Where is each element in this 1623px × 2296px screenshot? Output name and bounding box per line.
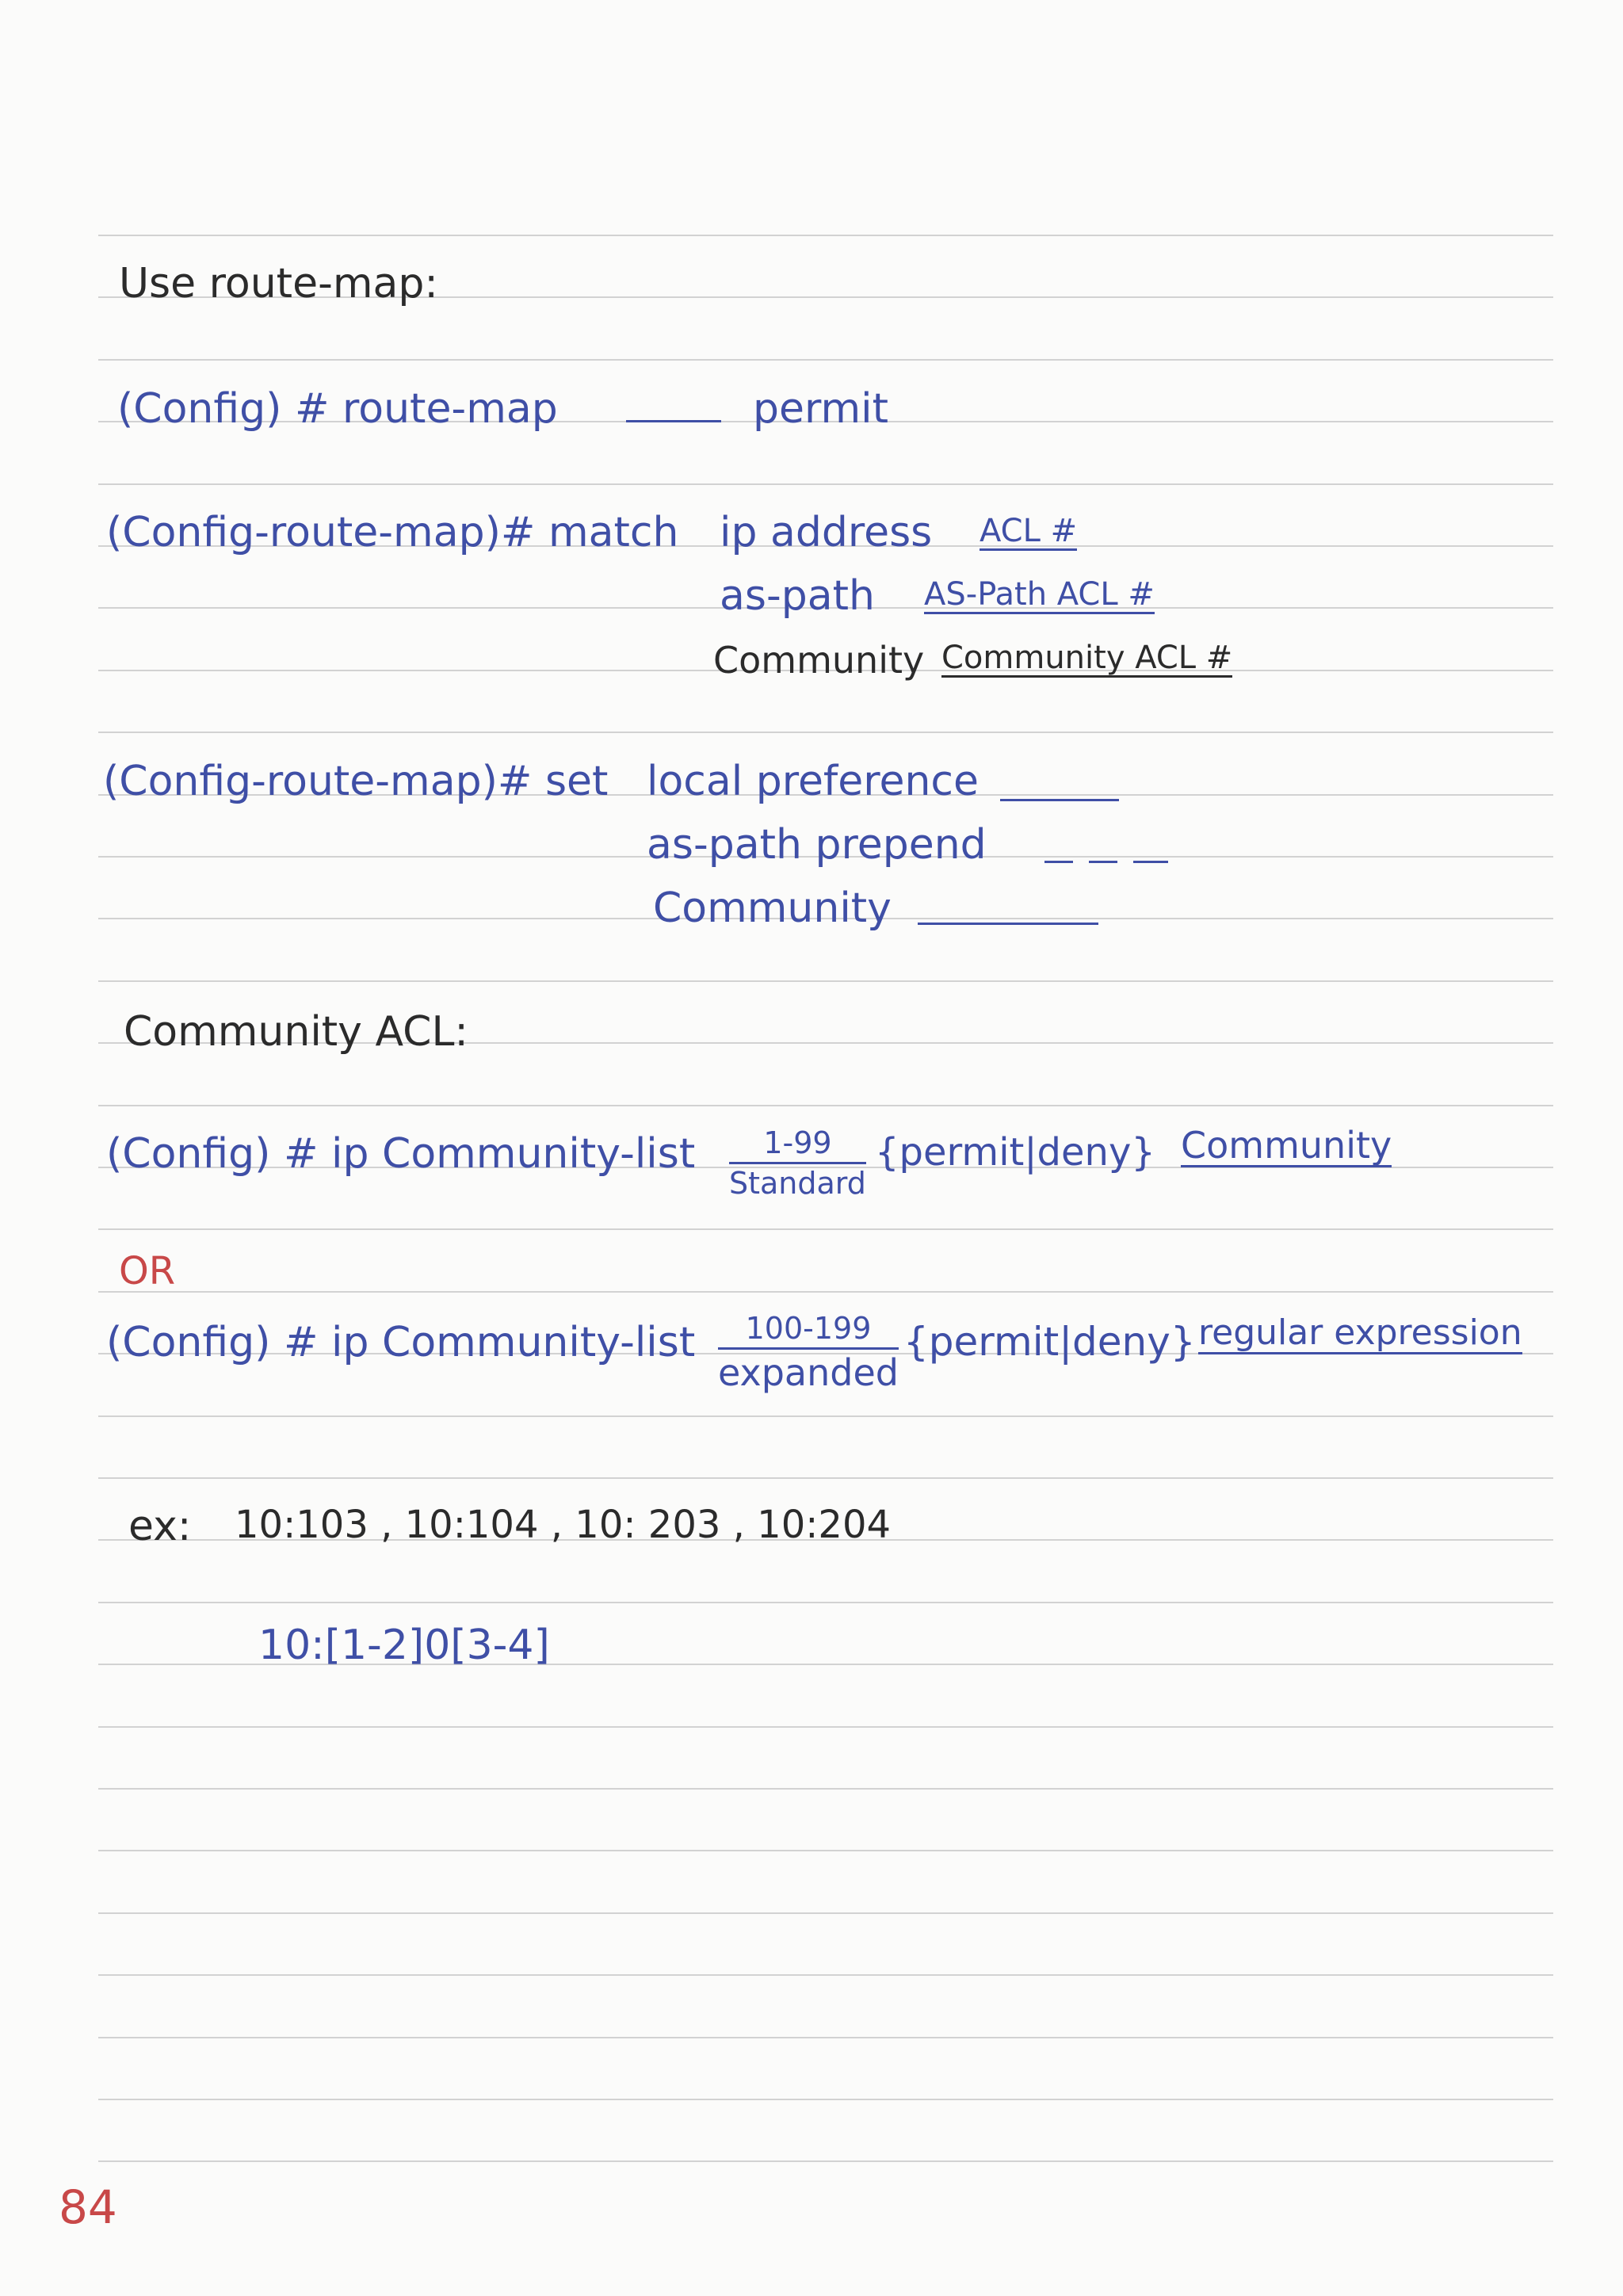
page-number: 84 [59, 2180, 117, 2234]
ruled-line [98, 1912, 1553, 1914]
match-ip-address-arg: ACL # [980, 513, 1078, 549]
ruled-line [98, 1788, 1553, 1790]
match-community: Community [713, 639, 925, 682]
ruled-line [98, 1850, 1553, 1851]
expanded-range [718, 1311, 899, 1394]
heading-community-acl: Community ACL: [124, 1008, 468, 1056]
match-as-path-arg: AS-Path ACL # [924, 576, 1155, 613]
route-map-name-blank [626, 420, 721, 422]
route-map-command: (Config) # route-map [117, 385, 558, 433]
local-preference-blank [1000, 799, 1119, 801]
standard-list-command: (Config) # ip Community-list [106, 1130, 696, 1178]
standard-arg: Community [1181, 1124, 1392, 1167]
ruled-line [98, 359, 1553, 361]
match-ip-address: ip address [720, 509, 933, 556]
match-as-path: as-path [720, 572, 875, 620]
ruled-line [98, 1105, 1553, 1106]
set-local-preference: local preference [647, 758, 979, 805]
as-path-prepend-blank-3 [1133, 861, 1168, 863]
example-label: ex: [128, 1503, 192, 1550]
match-command: (Config-route-map)# match [106, 509, 679, 556]
ruled-line [98, 980, 1553, 982]
set-community-blank [918, 923, 1098, 925]
set-as-path-prepend: as-path prepend [647, 821, 987, 869]
as-path-prepend-blank-1 [1044, 861, 1073, 863]
ruled-line [98, 2037, 1553, 2038]
ruled-line [98, 1228, 1553, 1230]
ruled-line [98, 1415, 1553, 1417]
expanded-action: {permit|deny} [903, 1319, 1196, 1365]
standard-range [729, 1125, 866, 1201]
match-community-arg: Community ACL # [941, 640, 1233, 676]
standard-range-value: 1-99 [729, 1125, 866, 1164]
ruled-line [98, 1602, 1553, 1603]
ruled-line [98, 1477, 1553, 1479]
ruled-line [98, 1726, 1553, 1728]
or-label: OR [119, 1249, 176, 1293]
set-command: (Config-route-map)# set [103, 758, 609, 805]
as-path-prepend-blank-2 [1089, 861, 1117, 863]
ruled-line [98, 235, 1553, 236]
ruled-line [98, 2160, 1553, 2162]
ruled-line [98, 1974, 1553, 1976]
expanded-list-command: (Config) # ip Community-list [106, 1319, 696, 1366]
permit-keyword: permit [753, 385, 888, 433]
standard-type-label: Standard [729, 1166, 866, 1201]
expanded-range-value: 100-199 [718, 1311, 899, 1350]
community-regex: 10:[1-2]0[3-4] [258, 1622, 550, 1669]
expanded-arg: regular expression [1198, 1312, 1522, 1353]
ruled-line [98, 1291, 1553, 1293]
ruled-line [98, 2099, 1553, 2100]
expanded-type-label: expanded [718, 1351, 899, 1394]
example-values: 10:103 , 10:104 , 10: 203 , 10:204 [235, 1503, 892, 1547]
standard-action: {permit|deny} [875, 1130, 1155, 1175]
set-community: Community [653, 884, 892, 932]
ruled-line [98, 483, 1553, 485]
heading-use-route-map: Use route-map: [119, 260, 438, 308]
ruled-line [98, 732, 1553, 733]
